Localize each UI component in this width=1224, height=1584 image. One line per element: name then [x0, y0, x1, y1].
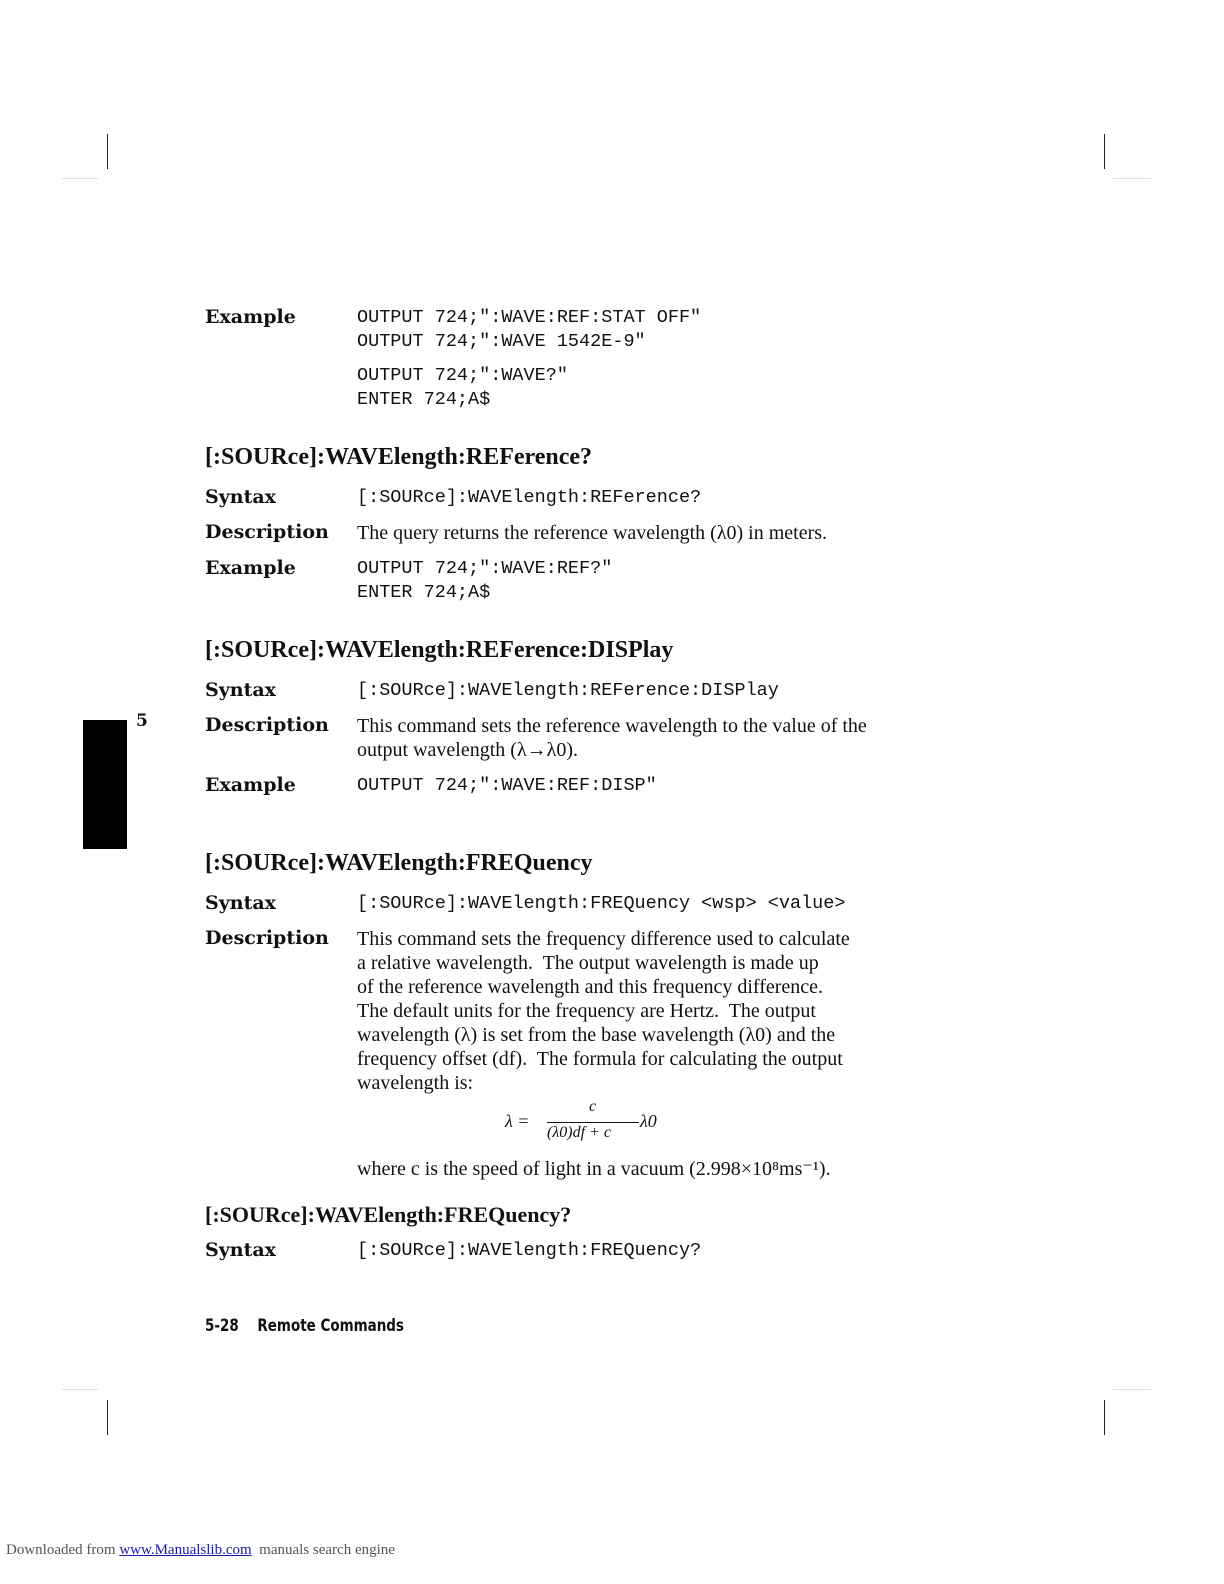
example-code-line: ENTER 724;A$ [357, 389, 491, 410]
example-code-line: ENTER 724;A$ [357, 582, 491, 603]
description-text: frequency offset (df). The formula for calculating the output [357, 1048, 843, 1070]
syntax-label: Syntax [205, 892, 276, 914]
section-heading: [:SOURce]:WAVElength:FREQuency [205, 850, 593, 876]
description-text: The default units for the frequency are Hertz. The output [357, 1000, 816, 1022]
manualslib-link[interactable]: www.Manualslib.com [119, 1542, 252, 1558]
crop-mark [1113, 178, 1151, 179]
download-suffix: manuals search engine [259, 1542, 395, 1558]
formula-denominator: (λ0)df + c [547, 1124, 611, 1141]
description-text: The query returns the reference wavelength (λ0) in meters. [357, 522, 828, 544]
page-number: 5-28 [205, 1316, 239, 1336]
chapter-tab-bar [83, 720, 127, 849]
section-heading: [:SOURce]:WAVElength:REFerence? [205, 444, 593, 470]
description-text: a relative wavelength. The output wavelength is made up [357, 952, 819, 974]
description-text: This command sets the reference wavelength to the value of the [357, 715, 867, 737]
crop-mark [62, 1389, 98, 1390]
syntax-code: [:SOURce]:WAVElength:REFerence? [357, 487, 702, 508]
download-prefix: Downloaded from [6, 1542, 116, 1558]
description-text: wavelength (λ) is set from the base wavelength (λ0) and the [357, 1024, 836, 1046]
example-label: Example [205, 306, 296, 328]
description-label: Description [205, 521, 329, 543]
section-heading: [:SOURce]:WAVElength:REFerence:DISPlay [205, 637, 674, 663]
section-heading: [:SOURce]:WAVElength:FREQuency? [205, 1202, 572, 1227]
chapter-title: Remote Commands [257, 1316, 404, 1336]
crop-mark [1113, 1389, 1151, 1390]
syntax-label: Syntax [205, 679, 276, 701]
description-label: Description [205, 927, 329, 949]
formula-lhs: λ = [505, 1111, 530, 1131]
formula-numerator: c [589, 1098, 597, 1115]
example-code-line: OUTPUT 724;":WAVE 1542E-9" [357, 331, 646, 352]
description-text: wavelength is: [357, 1072, 474, 1094]
wavelength-formula [505, 1098, 675, 1148]
syntax-label: Syntax [205, 486, 276, 508]
syntax-code: [:SOURce]:WAVElength:FREQuency? [357, 1240, 702, 1261]
download-notice [6, 1542, 395, 1559]
example-label: Example [205, 557, 296, 579]
description-text: output wavelength (λ→λ0). [357, 739, 579, 761]
crop-mark [1104, 134, 1105, 169]
formula-fraction-bar [547, 1122, 639, 1123]
chapter-tab-number: 5 [136, 711, 148, 731]
example-code-line: OUTPUT 724;":WAVE:REF:STAT OFF" [357, 307, 702, 328]
page-footer [205, 1316, 404, 1336]
description-text: where c is the speed of light in a vacuum (2.998×10⁸ms⁻¹). [357, 1158, 831, 1180]
example-code-line: OUTPUT 724;":WAVE?" [357, 365, 568, 386]
formula-suffix: λ0 [640, 1111, 657, 1131]
description-text: of the reference wavelength and this frequency difference. [357, 976, 824, 998]
description-text: This command sets the frequency difference used to calculate [357, 928, 850, 950]
example-code-line: OUTPUT 724;":WAVE:REF:DISP" [357, 775, 657, 796]
example-code-line: OUTPUT 724;":WAVE:REF?" [357, 558, 613, 579]
syntax-label: Syntax [205, 1239, 276, 1261]
crop-mark [107, 1400, 108, 1435]
crop-mark [62, 178, 98, 179]
description-label: Description [205, 714, 329, 736]
crop-mark [1104, 1400, 1105, 1435]
crop-mark [107, 134, 108, 169]
syntax-code: [:SOURce]:WAVElength:FREQuency <wsp> <value> [357, 893, 846, 914]
example-label: Example [205, 774, 296, 796]
syntax-code: [:SOURce]:WAVElength:REFerence:DISPlay [357, 680, 779, 701]
